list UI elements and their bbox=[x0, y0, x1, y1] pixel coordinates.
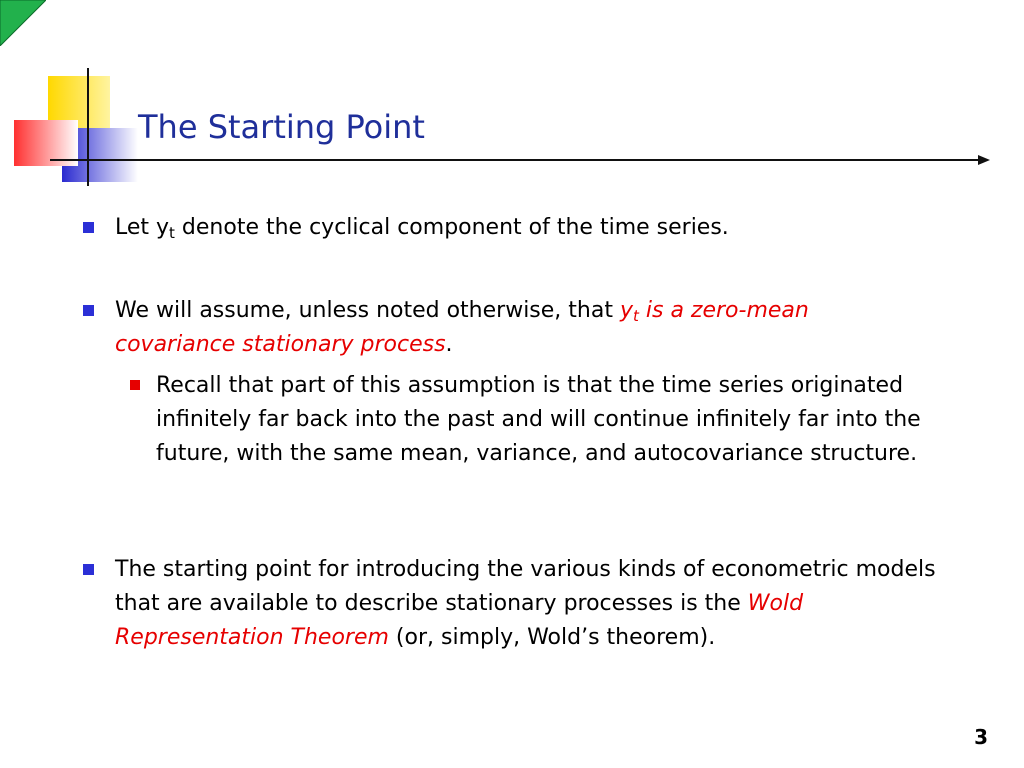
bullet-square-icon bbox=[83, 305, 94, 316]
bullet-stationary-assumption bbox=[115, 294, 935, 362]
bullet-text: (or, simply, Wold’s theorem). bbox=[388, 625, 716, 650]
bullet-wold-theorem bbox=[115, 553, 975, 655]
bullet-cyclical-component bbox=[115, 211, 995, 245]
slide-title: The Starting Point bbox=[138, 108, 425, 146]
subbullet-recall-assumption bbox=[156, 369, 976, 471]
bullet-text: . bbox=[445, 332, 453, 357]
bullet-text: Recall that part of this assumption is that the time series originated infinitely far back into the past and will continue infinitely far into the future, with the same mean, variance, and autocovariance structure. bbox=[156, 373, 921, 466]
subscript-t: t bbox=[633, 307, 639, 325]
emphasis-text: Wold Representation Theorem bbox=[115, 591, 804, 650]
bullet-text: denote the cyclical component of the time series. bbox=[174, 215, 729, 240]
title-ornament-icon bbox=[0, 0, 1024, 200]
bullet-text: We will assume, unless noted otherwise, that bbox=[115, 298, 620, 323]
subscript-t: t bbox=[169, 224, 175, 242]
bullet-text: Let y bbox=[115, 215, 170, 240]
emphasis-variable: y bbox=[619, 298, 633, 323]
slide-number: 3 bbox=[974, 725, 988, 749]
emphasis-text: is a zero-mean covariance stationary process bbox=[115, 298, 809, 357]
subbullet-square-icon bbox=[130, 380, 140, 390]
bullet-text: The starting point for introducing the various kinds of econometric models that are available to describe stationary processes is the bbox=[115, 557, 936, 616]
bullet-square-icon bbox=[83, 222, 94, 233]
bullet-square-icon bbox=[83, 564, 94, 575]
